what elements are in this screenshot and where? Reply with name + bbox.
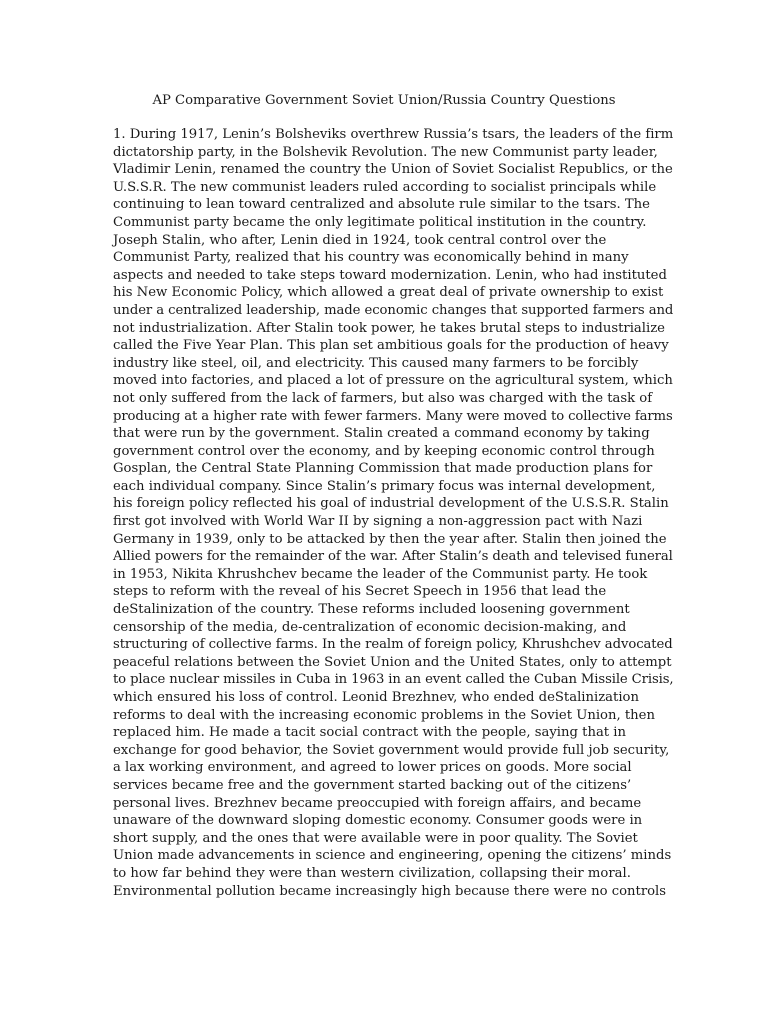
- body-text-line: continuing to lean toward centralized and absolute rule similar to the tsars. The: [113, 197, 650, 213]
- body-text-line: called the Five Year Plan. This plan set ambitious goals for the production of heavy: [113, 338, 669, 354]
- document-title: AP Comparative Government Soviet Union/Russia Country Questions: [152, 93, 616, 108]
- body-text-line: aspects and needed to take steps toward modernization. Lenin, who had instituted: [113, 267, 667, 283]
- body-text-line: which ensured his loss of control. Leonid Brezhnev, who ended deStalinization: [113, 690, 639, 705]
- body-text-line: not only suffered from the lack of farmers, but also was charged with the task of: [113, 390, 653, 406]
- body-text-line: to how far behind they were than western civilization, collapsing their moral.: [113, 865, 631, 881]
- body-text-line: structuring of collective farms. In the realm of foreign policy, Khrushchev advocated: [113, 637, 673, 653]
- body-text-line: in 1953, Nikita Khrushchev became the leader of the Communist party. He took: [113, 566, 648, 582]
- body-text-line: Vladimir Lenin, renamed the country the Union of Soviet Socialist Republics, or the: [113, 162, 673, 178]
- body-text-line: peaceful relations between the Soviet Union and the United States, only to attempt: [113, 654, 672, 670]
- body-text-line: replaced him. He made a tacit social contract with the people, saying that in: [113, 725, 627, 741]
- body-text-line: that were run by the government. Stalin created a command economy by taking: [113, 426, 650, 442]
- body-text-line: Joseph Stalin, who after, Lenin died in 1924, took central control over the: [113, 232, 607, 248]
- body-text-line: moved into factories, and placed a lot of pressure on the agricultural system, which: [113, 373, 673, 389]
- body-text-line: his New Economic Policy, which allowed a great deal of private ownership to exist: [113, 285, 664, 301]
- document-body: [113, 126, 673, 900]
- body-text-line: not industrialization. After Stalin took power, he takes brutal steps to industrialize: [113, 320, 665, 336]
- body-text-line: unaware of the downward sloping domestic economy. Consumer goods were in: [113, 813, 643, 829]
- body-text-line: dictatorship party, in the Bolshevik Revolution. The new Communist party leader,: [113, 144, 658, 160]
- body-text-line: personal lives. Brezhnev became preoccupied with foreign affairs, and became: [113, 795, 642, 811]
- body-text-line: his foreign policy reflected his goal of industrial development of the U.S.S.R. Stalin: [113, 496, 669, 512]
- body-text-line: under a centralized leadership, made economic changes that supported farmers and: [113, 302, 674, 318]
- body-text-line: U.S.S.R. The new communist leaders ruled according to socialist principals while: [113, 179, 657, 195]
- body-text-line: each individual company. Since Stalin’s primary focus was internal development,: [113, 478, 656, 494]
- body-text-line: Environmental pollution became increasingly high because there were no controls: [113, 883, 667, 899]
- body-text-line: Union made advancements in science and engineering, opening the citizens’ minds: [113, 848, 672, 864]
- body-text-line: to place nuclear missiles in Cuba in 1963 in an event called the Cuban Missile Crisis,: [113, 672, 674, 688]
- body-text-line: censorship of the media, de-centralization of economic decision-making, and: [113, 619, 627, 635]
- body-text-line: 1. During 1917, Lenin’s Bolsheviks overthrew Russia’s tsars, the leaders of the firm: [113, 127, 674, 142]
- body-text-line: reforms to deal with the increasing economic problems in the Soviet Union, then: [113, 707, 655, 723]
- body-text-line: a lax working environment, and agreed to lower prices on goods. More social: [113, 760, 632, 776]
- body-text-line: steps to reform with the reveal of his Secret Speech in 1956 that lead the: [113, 584, 607, 600]
- body-text-line: Gosplan, the Central State Planning Commission that made production plans for: [113, 461, 653, 477]
- body-text-line: Allied powers for the remainder of the war. After Stalin’s death and televised funeral: [113, 549, 673, 565]
- body-text-line: government control over the economy, and by keeping economic control through: [113, 443, 655, 459]
- body-text-line: industry like steel, oil, and electricity. This caused many farmers to be forcibly: [113, 355, 639, 371]
- body-text-line: services became free and the government started backing out of the citizens’: [113, 777, 632, 793]
- body-text-line: Germany in 1939, only to be attacked by then the year after. Stalin then joined the: [113, 531, 667, 547]
- body-text-line: deStalinization of the country. These reforms included loosening government: [113, 602, 630, 618]
- body-text-line: producing at a higher rate with fewer farmers. Many were moved to collective farms: [113, 408, 673, 424]
- body-text-line: short supply, and the ones that were available were in poor quality. The Soviet: [113, 830, 638, 846]
- body-text-line: Communist Party, realized that his country was economically behind in many: [113, 250, 629, 266]
- body-text-line: Communist party became the only legitimate political institution in the country.: [113, 214, 647, 230]
- body-text-line: exchange for good behavior, the Soviet government would provide full job security,: [113, 742, 670, 758]
- body-text-line: first got involved with World War II by signing a non-aggression pact with Nazi: [113, 514, 643, 530]
